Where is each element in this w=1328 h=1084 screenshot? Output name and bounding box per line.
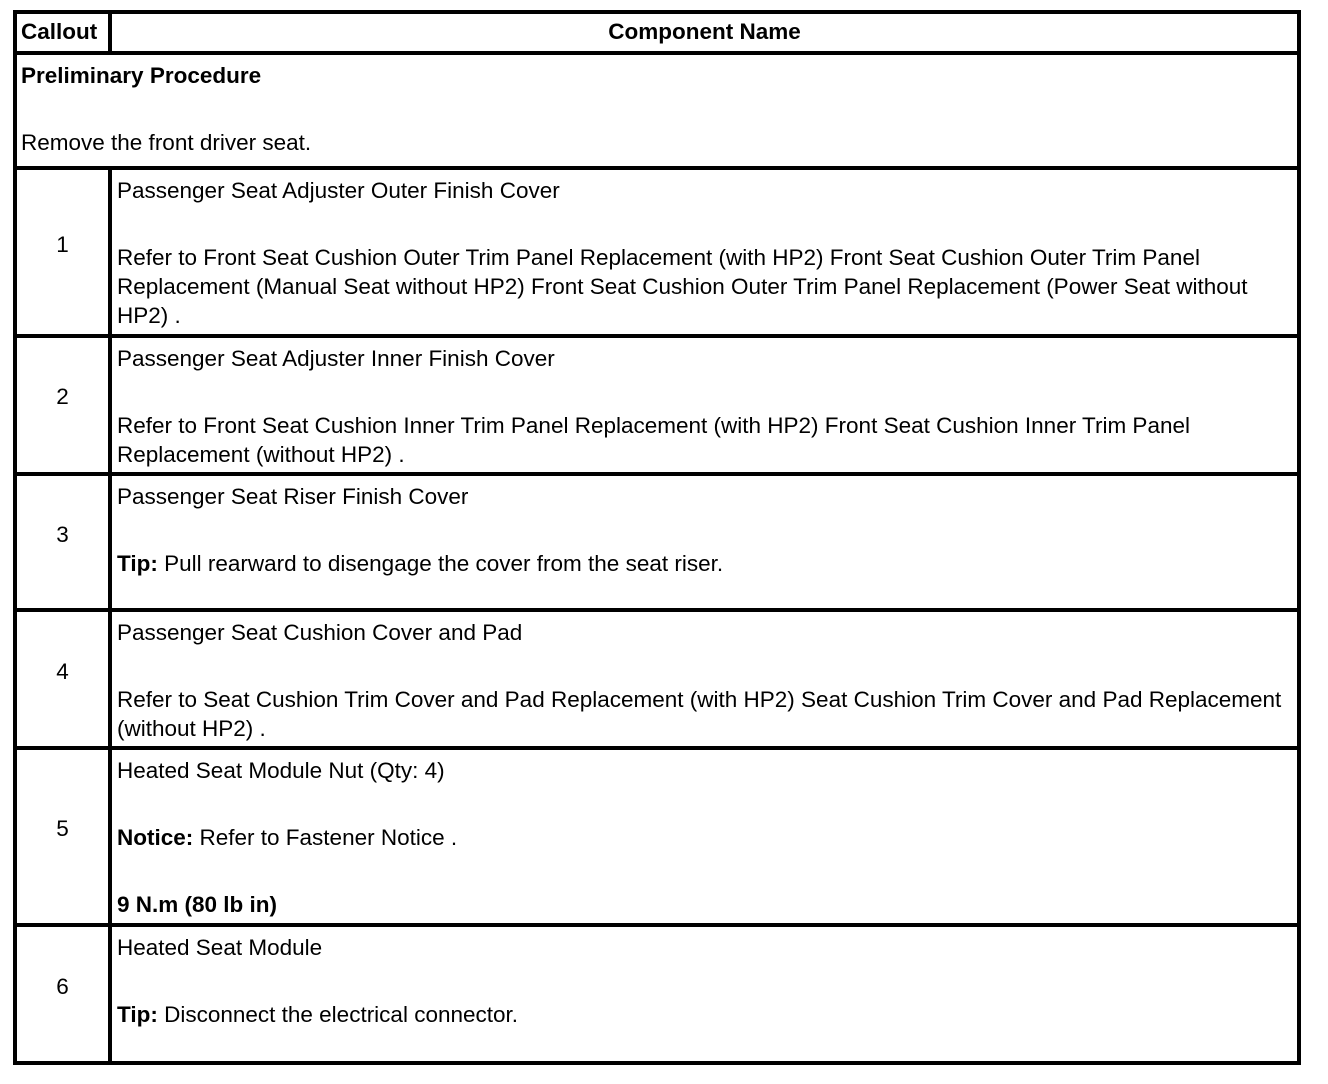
- callout-number: 5: [56, 816, 69, 842]
- callout-cell: [15, 748, 110, 925]
- callout-cell: [15, 336, 110, 474]
- callout-column-header: Callout: [15, 12, 110, 53]
- component-name: Heated Seat Module Nut (Qty: 4): [117, 758, 445, 784]
- component-cell: [110, 474, 1299, 611]
- callout-cell: [15, 168, 110, 336]
- tip-text: Pull rearward to disengage the cover from the seat riser.: [157, 550, 724, 576]
- component-cell: [110, 748, 1299, 925]
- component-cell: [110, 610, 1299, 748]
- table-row: [15, 748, 1299, 925]
- tip-line: [117, 549, 1291, 578]
- callout-cell: [15, 925, 110, 1063]
- table-header-row: [15, 12, 1299, 53]
- callout-number: 4: [56, 658, 69, 684]
- component-name: Heated Seat Module: [117, 935, 323, 961]
- component-table: [13, 10, 1301, 1065]
- callout-number: 3: [56, 521, 69, 547]
- table-row: [15, 610, 1299, 748]
- preliminary-procedure-row: [15, 53, 1299, 168]
- preliminary-procedure-cell: [15, 53, 1299, 168]
- component-cell: [110, 925, 1299, 1063]
- torque-spec: 9 N.m (80 lb in): [117, 892, 278, 918]
- component-cell: [110, 168, 1299, 336]
- tip-label: Tip:: [117, 550, 158, 576]
- tip-text: Disconnect the electrical connector.: [157, 1002, 519, 1028]
- tip-label: Tip:: [117, 1002, 158, 1028]
- table-row: [15, 925, 1299, 1063]
- component-name-column-header: Component Name: [110, 12, 1299, 53]
- preliminary-procedure-text: Remove the front driver seat.: [21, 129, 312, 155]
- callout-number: 2: [56, 384, 69, 410]
- table-row: [15, 336, 1299, 474]
- preliminary-procedure-title: Preliminary Procedure: [21, 62, 262, 88]
- notice-text: Refer to Fastener Notice .: [193, 825, 458, 851]
- callout-cell: [15, 610, 110, 748]
- tip-line: [117, 1000, 1291, 1029]
- component-name: Passenger Seat Adjuster Inner Finish Cover: [117, 345, 555, 371]
- notice-line: [117, 823, 1291, 852]
- component-name: Passenger Seat Adjuster Outer Finish Cover: [117, 178, 560, 204]
- notice-label: Notice:: [117, 825, 194, 851]
- component-name: Passenger Seat Cushion Cover and Pad: [117, 620, 523, 646]
- component-name: Passenger Seat Riser Finish Cover: [117, 483, 469, 509]
- component-detail: Refer to Front Seat Cushion Inner Trim Panel Replacement (with HP2) Front Seat Cushion Inner Trim Panel Replacement (without HP2) .: [117, 412, 1190, 467]
- component-detail: Refer to Seat Cushion Trim Cover and Pad Replacement (with HP2) Seat Cushion Trim Cover and Pad Replacement (without HP2) .: [117, 687, 1282, 742]
- callout-number: 1: [56, 231, 69, 257]
- table-row: [15, 474, 1299, 611]
- component-cell: [110, 336, 1299, 474]
- callout-number: 6: [56, 973, 69, 999]
- component-detail: Refer to Front Seat Cushion Outer Trim Panel Replacement (with HP2) Front Seat Cushion Outer Trim Panel Replacement (Manual Seat without HP2) Front Seat Cushion Outer Trim Panel Replacement (Power Seat without HP2) .: [117, 245, 1248, 329]
- table-row: [15, 168, 1299, 336]
- callout-cell: [15, 474, 110, 611]
